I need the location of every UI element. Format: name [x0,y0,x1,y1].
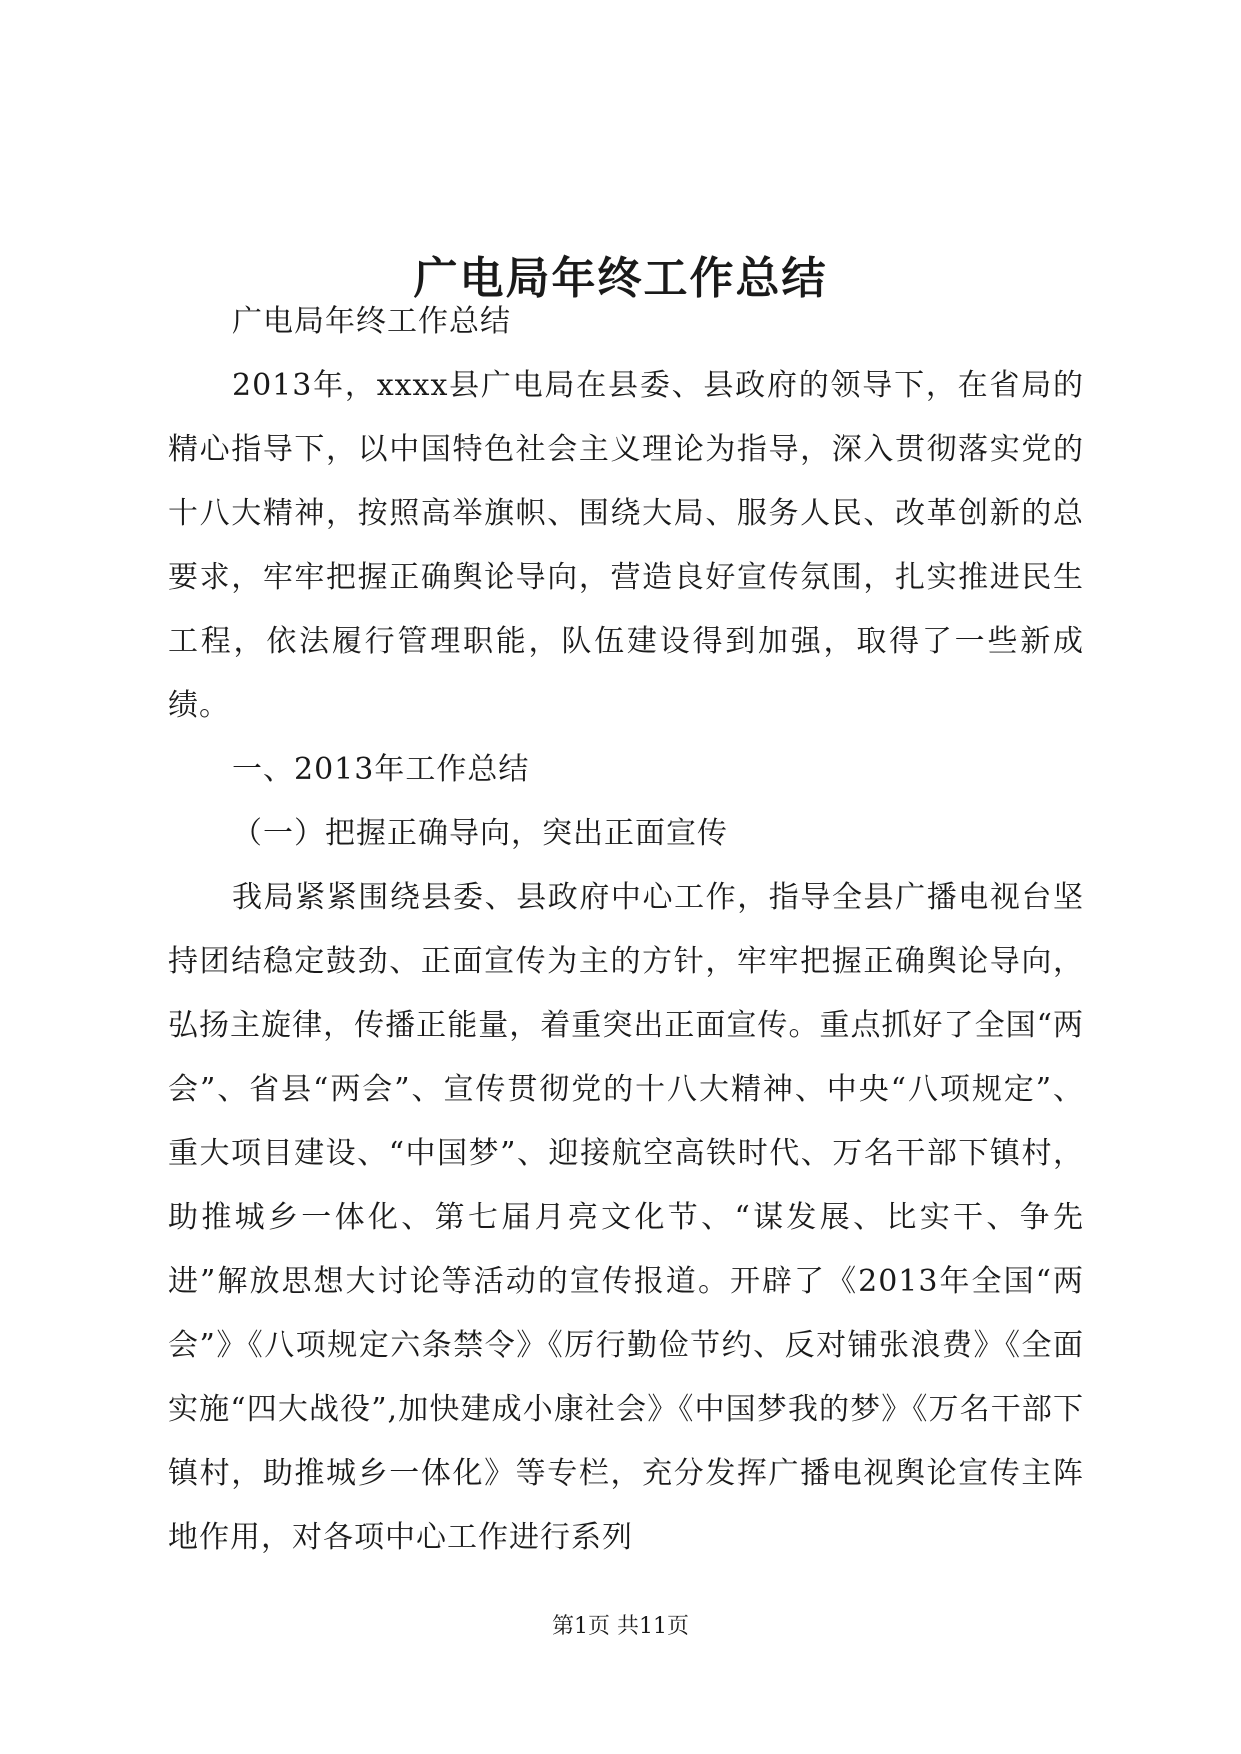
document-body [168,290,1084,1570]
body-paragraph: 我局紧紧围绕县委、县政府中心工作，指导全县广播电视台坚持团结稳定鼓劲、正面宣传为主的方针，牢牢把握正确舆论导向，弘扬主旋律，传播正能量，着重突出正面宣传。重点抓好了全国“两会”、省县“两会”、宣传贯彻党的十八大精神、中央“八项规定”、重大项目建设、“中国梦”、迎接航空高铁时代、万名干部下镇村，助推城乡一体化、第七届月亮文化节、“谋发展、比实干、争先进”解放思想大讨论等活动的宣传报道。开辟了《2013年全国“两会”》《八项规定六条禁令》《厉行勤俭节约、反对铺张浪费》《全面实施“四大战役”,加快建成小康社会》《中国梦我的梦》《万名干部下镇村，助推城乡一体化》等专栏，充分发挥广播电视舆论宣传主阵地作用，对各项中心工作进行系列 [168,880,1084,1555]
section-heading: 一、2013年工作总结 [232,752,530,787]
document-title: 广电局年终工作总结 [413,253,828,305]
intro-paragraph: 2013年，xxxx县广电局在县委、县政府的领导下，在省局的精心指导下，以中国特色社会主义理论为指导，深入贯彻落实党的十八大精神，按照高举旗帜、围绕大局、服务人民、改革创新的总要求，牢牢把握正确舆论导向，营造良好宣传氛围，扎实推进民生工程，依法履行管理职能，队伍建设得到加强，取得了一些新成绩。 [168,368,1084,723]
subtitle-paragraph: 广电局年终工作总结 [232,304,511,339]
subsection-heading: （一）把握正确导向，突出正面宣传 [232,816,728,851]
page-footer: 第1页 共11页 [552,1614,689,1639]
